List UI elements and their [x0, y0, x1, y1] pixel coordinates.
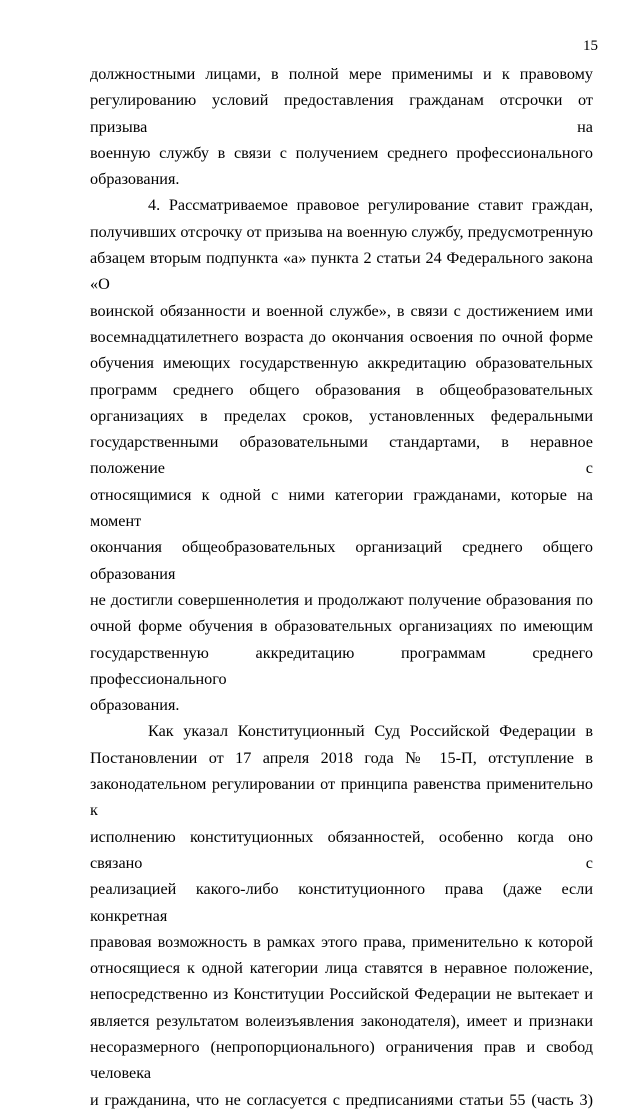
text-line: образования.: [90, 170, 180, 189]
text-line: Как указал Конституционный Суд Российской Федерации в: [148, 722, 593, 741]
text-line: обучения имеющих государственную аккредитацию образовательных: [90, 354, 593, 373]
text-line: Постановлении от 17 апреля 2018 года № 15-П, отступление в: [90, 748, 593, 767]
text-line: абзацем вторым подпункта «а» пункта 2 статьи 24 Федерального закона «О: [90, 249, 593, 294]
page-number: 15: [583, 38, 598, 54]
text-line: реализацией какого-либо конституционного права (даже если конкретная: [90, 880, 593, 925]
text-line: программ среднего общего образования в общеобразовательных: [90, 380, 593, 399]
text-line: и гражданина, что не согласуется с предписаниями статьи 55 (часть 3): [90, 1090, 593, 1109]
text-line: правовая возможность в рамках этого права, применительно к которой: [90, 932, 593, 951]
text-line: относящимися к одной с ними категории гражданами, которые на момент: [90, 485, 593, 531]
text-line: воинской обязанности и военной службе», в связи с достижением ими: [90, 301, 593, 320]
text-line: получивших отсрочку от призыва на военную службу, предусмотренную: [90, 222, 593, 241]
text-line: несоразмерного (непропорционального) ограничения прав и свобод человека: [90, 1037, 593, 1083]
text-line: военную службу в связи с получением среднего профессионального: [90, 143, 593, 162]
text-line: 4. Рассматриваемое правовое регулирование ставит граждан,: [148, 196, 593, 215]
text-line: государственную аккредитацию программам среднего профессионального: [90, 643, 593, 688]
text-line: организациях в пределах сроков, установленных федеральными: [90, 406, 593, 425]
text-line: является результатом волеизъявления законодателя), имеет и признаки: [90, 1011, 593, 1030]
text-line: должностными лицами, в полной мере применимы и к правовому: [90, 65, 593, 83]
text-line: регулированию условий предоставления гражданам отсрочки от призыва на: [90, 91, 593, 136]
text-line: образования.: [90, 696, 180, 715]
text-line: относящиеся к одной категории лица ставятся в неравное положение,: [90, 959, 593, 978]
body-text: [90, 61, 593, 1113]
text-line: законодательном регулировании от принципа равенства применительно к: [90, 775, 593, 820]
text-line: очной форме обучения в образовательных организациях по имеющим: [90, 617, 593, 636]
text-line: окончания общеобразовательных организаций среднего общего образования: [90, 538, 593, 583]
text-line: восемнадцатилетнего возраста до окончания освоения по очной форме: [90, 327, 593, 346]
text-line: непосредственно из Конституции Российской Федерации не вытекает и: [90, 985, 593, 1004]
text-line: не достигли совершеннолетия и продолжают получение образования по: [90, 590, 593, 609]
text-line: государственными образовательными стандартами, в неравное положение с: [90, 433, 593, 478]
text-line: исполнению конституционных обязанностей, особенно когда оно связано с: [90, 827, 593, 872]
